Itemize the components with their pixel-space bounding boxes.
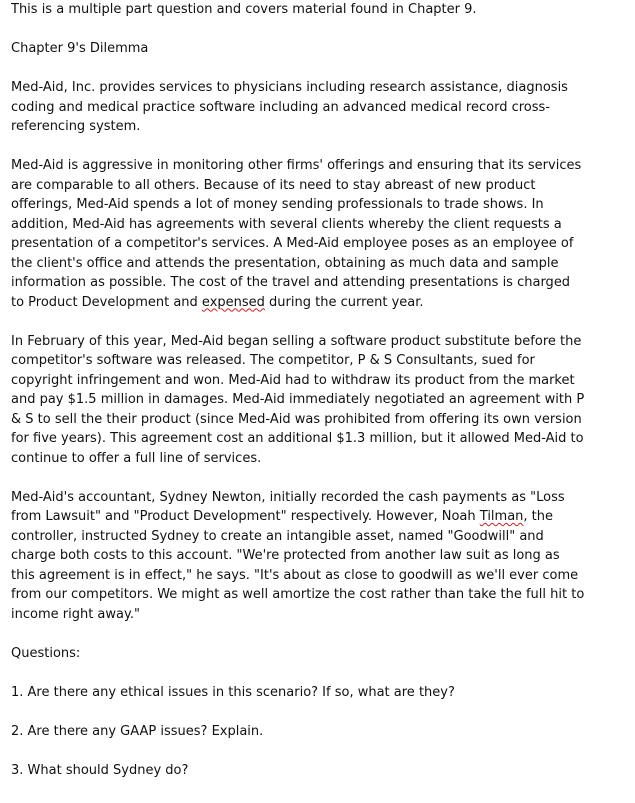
paragraph-4-text-a: Med-Aid's accountant, Sydney Newton, initially recorded the cash payments as "Loss from Lawsuit" and "Product Development" respectively. However, Noah <box>11 489 565 524</box>
questions-heading: Questions: <box>11 645 81 661</box>
paragraph-2 <box>11 156 586 312</box>
paragraph-1: Med-Aid, Inc. provides services to physicians including research assistance, diagnosis coding and medical practice software including an advanced medical record cross-referencing system. <box>11 80 568 134</box>
paragraph-3: In February of this year, Med-Aid began selling a software product substitute before the competitor's software was released. The competitor, P & S Consultants, sued for copyright infringement and won. Med-Aid had to withdraw its product from the market and pay $1.5 million in damages. Med-Aid immediately negotiated an agreement with P & S to sell the their product (since Med-Aid was prohibited from offering its own version for five years). This agreement cost an additional $1.3 million, but it allowed Med-Aid to continue to offer a full line of services. <box>11 333 585 466</box>
question-3: 3. What should Sydney do? <box>11 762 189 778</box>
document-title: Chapter 9's Dilemma <box>11 41 149 56</box>
paragraph-2-text-a: Med-Aid is aggressive in monitoring other firms' offerings and ensuring that its services are comparable to all others. Because of its need to stay abreast of new product offerings, Med-Aid spends a lot of money sending professionals to trade shows. In addition, Med-Aid has agreements with several clients whereby the client requests a presentation of a competitor's services. A Med-Aid employee poses as an employee of the client's office and attends the presentation, obtaining as much data and sample information as possible. The cost of the travel and attending presentations is charged to Product Development and <box>11 158 582 310</box>
spelling-flag-expensed[interactable]: expensed <box>201 294 265 310</box>
question-1: 1. Are there any ethical issues in this scenario? If so, what are they? <box>11 684 455 700</box>
spelling-flag-tilman[interactable]: Tilman <box>479 509 524 524</box>
intro-line: This is a multiple part question and covers material found in Chapter 9. <box>11 2 477 17</box>
paragraph-2-text-b: during the current year. <box>264 294 424 310</box>
paragraph-4 <box>11 488 586 625</box>
paragraph-4-text-b: , the controller, instructed Sydney to create an intangible asset, named "Goodwill" and charge both costs to this account. "We're protected from another law suit as long as this agreement is in effect," he says. "It's about as close to goodwill as we'll ever come from our competitors. We might as well amortize the cost rather than take the full hit to income right away." <box>11 509 585 622</box>
document-body <box>11 0 586 800</box>
question-2: 2. Are there any GAAP issues? Explain. <box>11 723 264 739</box>
